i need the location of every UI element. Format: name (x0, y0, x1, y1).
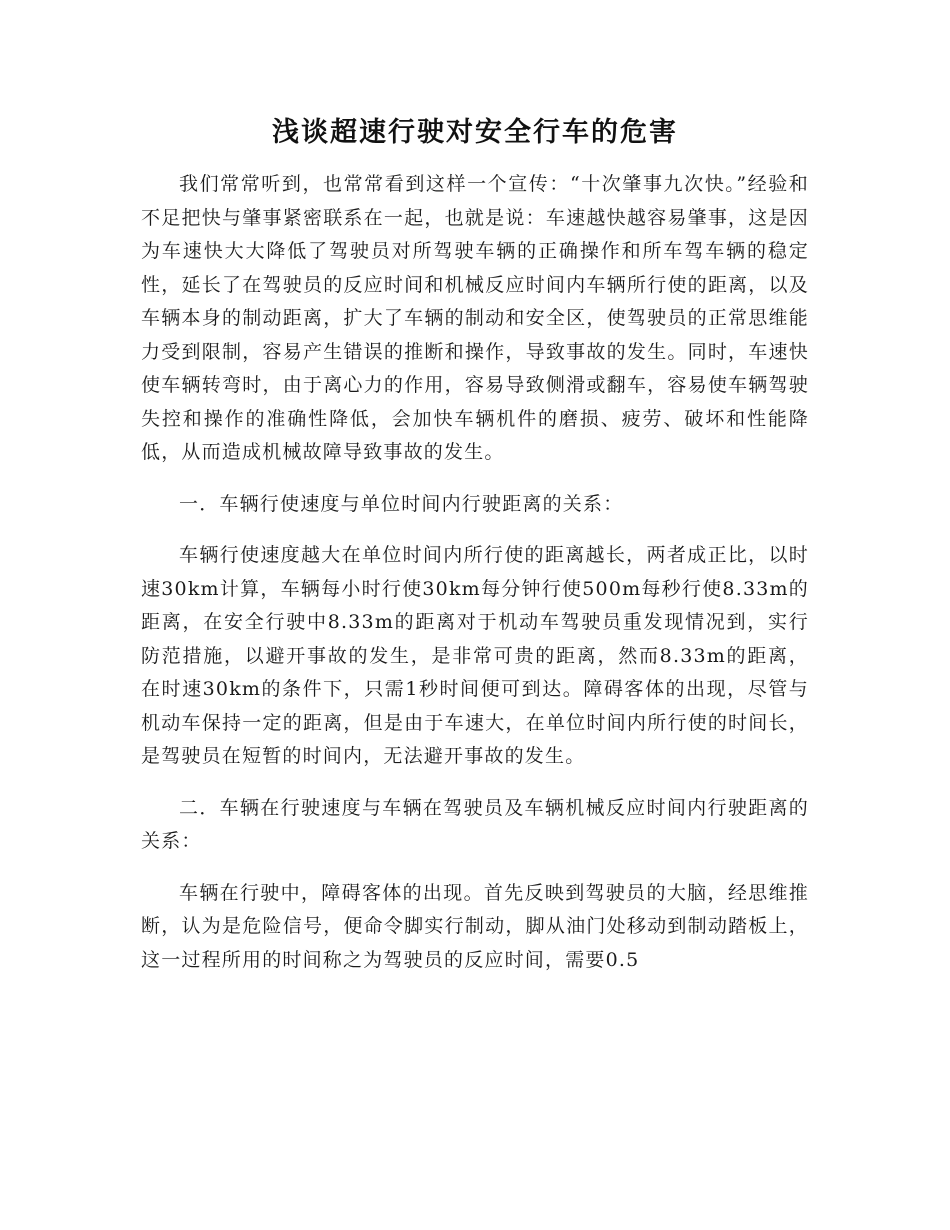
paragraph-section-2: 车辆在行驶中，障碍客体的出现。首先反映到驾驶员的大脑，经思维推断，认为是危险信号，便命令脚实行制动，脚从油门处移动到制动踏板上，这一过程所用的时间称之为驾驶员的反应时间，需要0.5 (141, 881, 809, 971)
document-body (141, 168, 809, 995)
paragraph-section-1: 车辆行使速度越大在单位时间内所行使的距离越长，两者成正比，以时速30km计算，车辆每小时行使30km每分钟行使500m每秒行使8.33m的距离，在安全行驶中8.33m的距离对于机动车驾驶员重发现情况到，实行防范措施，以避开事故的发生，是非常可贵的距离，然而8.33m的距离，在时速30km的条件下，只需1秒时间便可到达。障碍客体的出现，尽管与机动车保持一定的距离，但是由于车速大，在单位时间内所行使的时间长，是驾驶员在短暂的时间内，无法避开事故的发生。 (141, 544, 809, 767)
paragraph-intro: 我们常常听到，也常常看到这样一个宣传：“十次肇事九次快。”经验和不足把快与肇事紧密联系在一起，也就是说：车速越快越容易肇事，这是因为车速快大大降低了驾驶员对所驾驶车辆的正确操作和所车驾车辆的稳定性，延长了在驾驶员的反应时间和机械反应时间内车辆所行使的距离，以及车辆本身的制动距离，扩大了车辆的制动和安全区，使驾驶员的正常思维能力受到限制，容易产生错误的推断和操作，导致事故的发生。同时，车速快使车辆转弯时，由于离心力的作用，容易导致侧滑或翻车，容易使车辆驾驶失控和操作的准确性降低，会加快车辆机件的磨损、疲劳、破坏和性能降低，从而造成机械故障导致事故的发生。 (141, 173, 809, 463)
section-heading-2: 二．车辆在行驶速度与车辆在驾驶员及车辆机械反应时间内行驶距离的关系： (141, 796, 809, 852)
section-heading-1: 一．车辆行使速度与单位时间内行驶距离的关系： (179, 492, 624, 515)
document-title: 浅谈超速行驶对安全行车的危害 (272, 117, 678, 148)
